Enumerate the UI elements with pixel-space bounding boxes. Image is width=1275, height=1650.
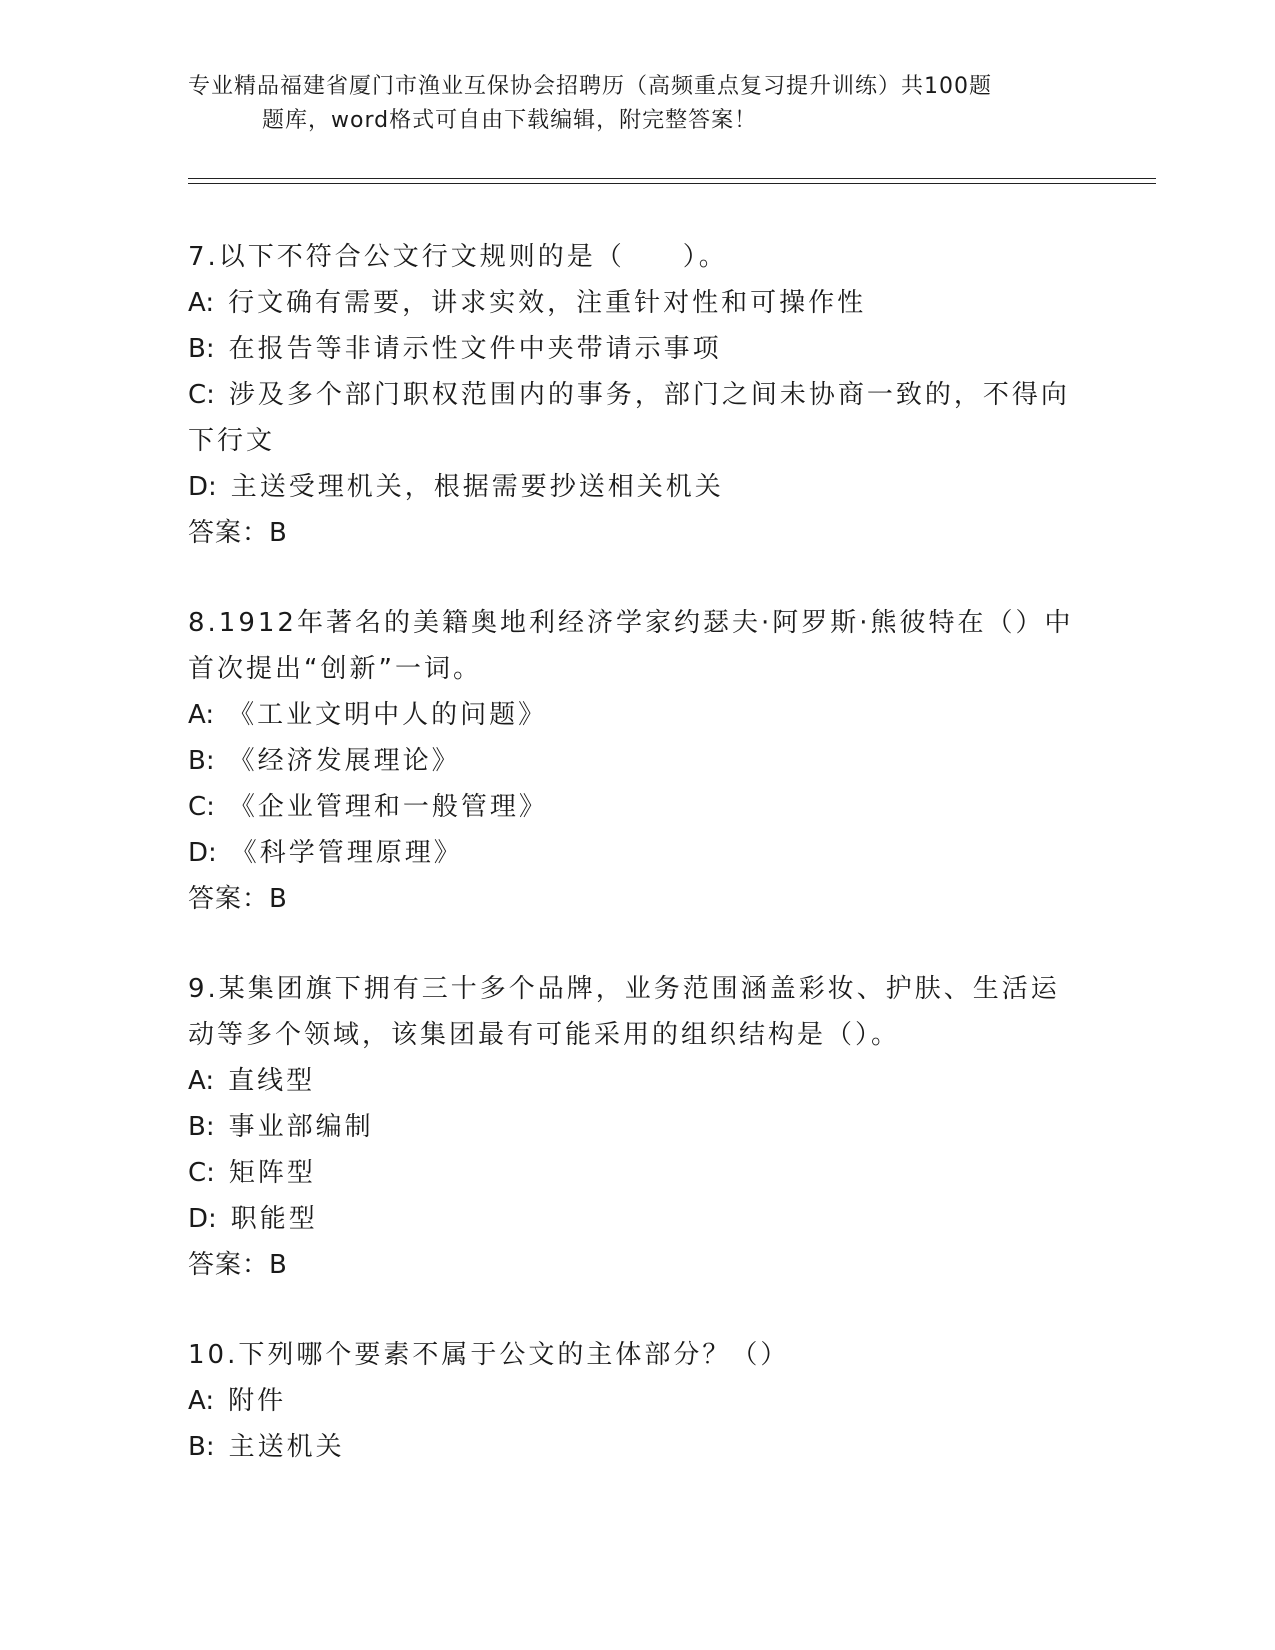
header-divider-bottom bbox=[188, 183, 1156, 184]
option-label: C: bbox=[188, 1158, 215, 1188]
option-a bbox=[188, 692, 1088, 738]
option-d bbox=[188, 830, 1088, 876]
option-a bbox=[188, 1378, 1088, 1424]
question-text: 7.以下不符合公文行文规则的是（ ）。 bbox=[188, 242, 728, 272]
question-text: 10.下列哪个要素不属于公文的主体部分？（） bbox=[188, 1340, 790, 1370]
question-10 bbox=[188, 1332, 1088, 1470]
option-a bbox=[188, 280, 1088, 326]
option-d bbox=[188, 1196, 1088, 1242]
option-text: 在报告等非请示性文件中夹带请示事项 bbox=[228, 334, 722, 364]
question-list bbox=[188, 234, 1088, 1514]
option-label: C: bbox=[188, 792, 215, 822]
option-text: 《科学管理原理》 bbox=[230, 838, 463, 868]
option-text: 职能型 bbox=[230, 1204, 318, 1234]
option-label: A: bbox=[188, 288, 215, 318]
option-c bbox=[188, 784, 1088, 830]
question-7 bbox=[188, 234, 1088, 556]
option-b bbox=[188, 326, 1088, 372]
header-title-line2: 题库，word格式可自由下载编辑，附完整答案！ bbox=[262, 108, 758, 133]
option-text: 行文确有需要，讲求实效，注重针对性和可操作性 bbox=[228, 288, 867, 318]
question-8 bbox=[188, 600, 1088, 922]
option-label: B: bbox=[188, 334, 215, 364]
option-b bbox=[188, 738, 1088, 784]
answer: 答案：B bbox=[188, 884, 288, 914]
option-label: B: bbox=[188, 746, 215, 776]
option-a bbox=[188, 1058, 1088, 1104]
option-c bbox=[188, 1150, 1088, 1196]
option-label: B: bbox=[188, 1432, 215, 1462]
option-b bbox=[188, 1104, 1088, 1150]
header-title-line1: 专业精品福建省厦门市渔业互保协会招聘历（高频重点复习提升训练）共100题 bbox=[188, 74, 992, 99]
option-text: 涉及多个部门职权范围内的事务，部门之间未协商一致的，不得向下行文 bbox=[188, 380, 1070, 456]
option-label: D: bbox=[188, 472, 217, 502]
option-label: A: bbox=[188, 1386, 215, 1416]
answer: 答案：B bbox=[188, 518, 288, 548]
document-header bbox=[188, 70, 1088, 138]
option-label: A: bbox=[188, 1066, 215, 1096]
option-d bbox=[188, 464, 1088, 510]
question-text: 8.1912年著名的美籍奥地利经济学家约瑟夫·阿罗斯·熊彼特在（）中首次提出“创新”一词。 bbox=[188, 608, 1074, 684]
option-text: 事业部编制 bbox=[228, 1112, 374, 1142]
option-text: 直线型 bbox=[228, 1066, 316, 1096]
option-text: 《企业管理和一般管理》 bbox=[228, 792, 548, 822]
header-divider-top bbox=[188, 178, 1156, 179]
question-9 bbox=[188, 966, 1088, 1288]
question-text: 9.某集团旗下拥有三十多个品牌，业务范围涵盖彩妆、护肤、生活运动等多个领域，该集团最有可能采用的组织结构是（）。 bbox=[188, 974, 1060, 1050]
option-label: B: bbox=[188, 1112, 215, 1142]
option-label: D: bbox=[188, 838, 217, 868]
option-text: 矩阵型 bbox=[228, 1158, 316, 1188]
option-c bbox=[188, 372, 1088, 464]
option-label: D: bbox=[188, 1204, 217, 1234]
option-text: 附件 bbox=[228, 1386, 287, 1416]
answer: 答案：B bbox=[188, 1250, 288, 1280]
option-text: 《经济发展理论》 bbox=[228, 746, 461, 776]
option-text: 主送受理机关，根据需要抄送相关机关 bbox=[230, 472, 724, 502]
option-text: 《工业文明中人的问题》 bbox=[228, 700, 548, 730]
option-b bbox=[188, 1424, 1088, 1470]
option-text: 主送机关 bbox=[228, 1432, 345, 1462]
option-label: C: bbox=[188, 380, 215, 410]
option-label: A: bbox=[188, 700, 215, 730]
